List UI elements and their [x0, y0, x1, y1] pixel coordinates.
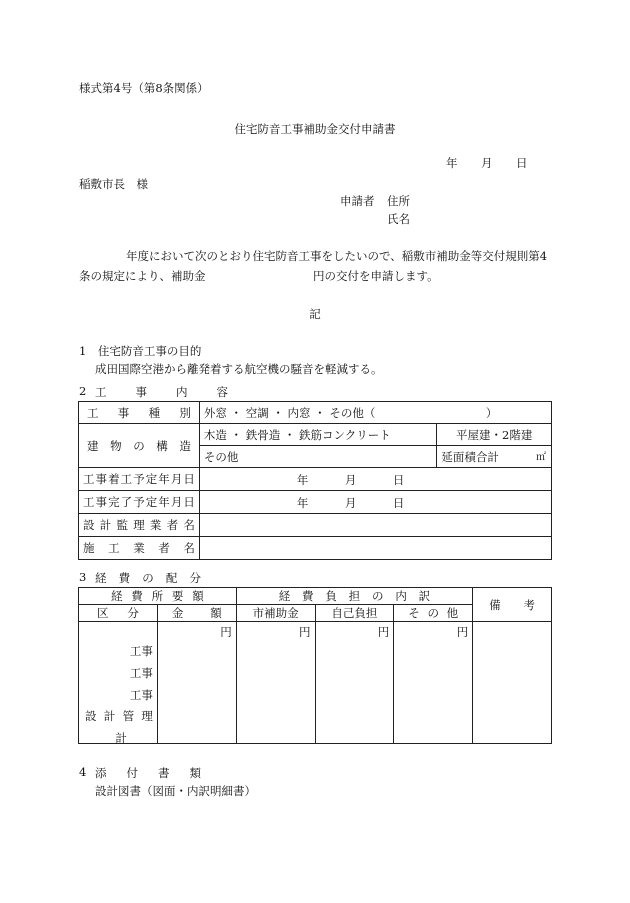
- body-line-1: 年度において次のとおり住宅防音工事をしたいので、稲敷市補助金等交付規則第4: [126, 249, 548, 263]
- supervisor-value: [199, 514, 551, 537]
- date-day: 日: [516, 156, 528, 170]
- section4-content: 設計図書（図面・内訳明細書）: [95, 784, 256, 798]
- other-cell: 円: [394, 622, 473, 744]
- work-type-value: 外窓 ・ 空調 ・ 内窓 ・ その他（ ）: [199, 402, 551, 424]
- date-month: 月: [481, 156, 493, 170]
- required-cost-header: 経費所要額: [79, 588, 237, 605]
- start-date-value: 年 月 日: [199, 468, 551, 491]
- category-cell: [79, 622, 158, 744]
- section2-number: 2: [79, 384, 87, 398]
- end-date-value: 年 月 日: [199, 491, 551, 514]
- total-label: 計: [115, 731, 127, 745]
- applicant-label: 申請者: [340, 194, 375, 208]
- other-header: その他: [394, 605, 473, 622]
- section4-number: 4: [79, 765, 87, 779]
- amount-cell: 円: [157, 622, 236, 744]
- body-line-2a: 条の規定により、補助金: [79, 269, 206, 283]
- structure-label: 建物の構造: [79, 424, 200, 468]
- section3-heading: 経費の配分: [95, 571, 201, 585]
- category-header: 区分: [79, 605, 158, 622]
- self-pay-cell: 円: [315, 622, 394, 744]
- body-line-2b: 円の交付を申請します。: [313, 269, 439, 283]
- applicant-name-label: 氏名: [387, 212, 410, 226]
- applicant-address-label: 住所: [387, 194, 410, 208]
- start-date-label: 工事着工予定年月日: [79, 468, 200, 491]
- section1-content: 成田国際空港から離発着する航空機の騒音を軽減する。: [95, 362, 383, 376]
- item-1-label: 工事: [129, 644, 153, 658]
- design-mgmt-label: 設計管理: [85, 709, 153, 723]
- burden-header: 経費負担の内訳: [236, 588, 472, 605]
- section2-heading: 工事内容: [95, 385, 228, 399]
- section3-number: 3: [79, 570, 87, 584]
- amount-header: 金額: [157, 605, 236, 622]
- cost-allocation-table: [78, 587, 552, 744]
- document-title: 住宅防音工事補助金交付申請書: [234, 122, 396, 136]
- total-floor-area: 延面積合計 ㎡: [437, 446, 552, 468]
- end-date-label: 工事完了予定年月日: [79, 491, 200, 514]
- date-year: 年: [446, 156, 458, 170]
- work-details-table: [78, 401, 552, 560]
- remarks-cell: [473, 622, 552, 744]
- section1-heading: 1 住宅防音工事の目的: [79, 344, 202, 358]
- remarks-header: 備考: [473, 588, 552, 622]
- section4-heading: 添付書類: [95, 766, 201, 780]
- floors-value: 平屋建・2階建: [437, 424, 552, 446]
- self-pay-header: 自己負担: [315, 605, 394, 622]
- structure-value: 木造 ・ 鉄骨造 ・ 鉄筋コンクリート: [199, 424, 436, 446]
- form-number: 様式第4号（第8条関係）: [79, 81, 209, 95]
- addressee: 稲敷市長 様: [79, 177, 148, 191]
- item-3-label: 工事: [129, 688, 153, 702]
- supervisor-label: 設計監理業者名: [79, 514, 200, 537]
- city-subsidy-header: 市補助金: [236, 605, 315, 622]
- city-subsidy-cell: 円: [236, 622, 315, 744]
- structure-other: その他: [199, 446, 436, 468]
- work-type-label: 工事種別: [79, 402, 200, 424]
- ki-label: 記: [309, 307, 321, 321]
- contractor-label: 施工業者名: [79, 537, 200, 560]
- contractor-value: [199, 537, 551, 560]
- item-2-label: 工事: [129, 666, 153, 680]
